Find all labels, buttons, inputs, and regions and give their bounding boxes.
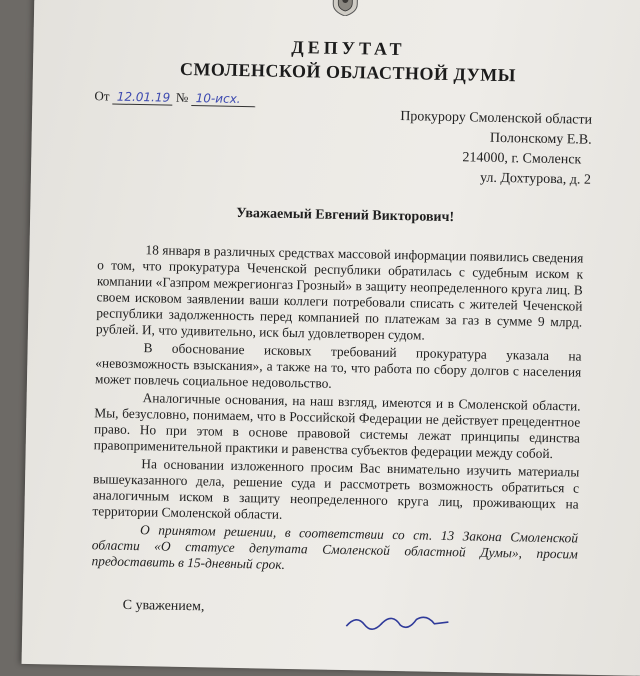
handwritten-date: 12.01.19 — [113, 90, 173, 106]
salutation: Уважаемый Евгений Викторович! — [236, 205, 455, 226]
addressee-line: Полонскому Е.В. — [489, 130, 592, 148]
letter-page — [22, 0, 640, 676]
number-label: № — [175, 89, 189, 105]
handwritten-number: 10-исх. — [192, 91, 256, 107]
closing-phrase: С уважением, — [122, 597, 205, 615]
header-subtitle: СМОЛЕНСКОЙ ОБЛАСТНОЙ ДУМЫ — [179, 58, 517, 86]
paragraph: Аналогичные основания, на наш взгляд, имеются и в Смоленской области. Мы, безусловно, понимаем, что в Российской Федерации не действует прецедентное право. Но при этом в основе правовой системы лежат принципы единства правоприменительной практики и равенства субъектов федерации между собой. — [93, 390, 581, 462]
paragraph: 18 января в различных средствах массовой информации появились сведения о том, что прокуратура Чеченской республики обратилась с судебным иском к компании «Газпром межрегионгаз Грозный» в защиту неопределенного круга лиц. В своем исковом заявлении ваши коллеги потребовали списать с жителей Чеченской республики задолженность перед компанией по платежам за газ в сумме 9 млрд. рублей. И, что удивительно, иск был удовлетворен судом. — [95, 242, 584, 343]
reference-line — [94, 88, 256, 107]
letter-body — [91, 241, 583, 580]
addressee-line: Прокурору Смоленской области — [400, 109, 593, 128]
paragraph-italic: О принятом решении, в соответствии со ст. 13 Закона Смоленской области «О статусе депутата Смоленской областной Думы», просим предоставить в 15-дневный срок. — [91, 522, 579, 572]
paragraph: В обоснование исковых требований прокуратура указала на «невозможность взыскания», а также на то, что работа по сбору долгов с населения может повлечь социальное недовольство. — [94, 340, 582, 391]
header-title: ДЕПУТАТ — [291, 36, 406, 60]
addressee-line: 214000, г. Смоленск — [462, 150, 582, 168]
from-label: От — [94, 88, 110, 104]
coat-of-arms-emblem — [328, 0, 362, 16]
paragraph: На основании изложенного просим Вас внимательно изучить материалы вышеуказанного дела, решение суда и рассмотреть возможность обратиться с аналогичным иском в защиту неопределенного круга лиц, проживающих на территории Смоленской области. — [92, 456, 580, 522]
addressee-block — [399, 107, 592, 191]
signature — [342, 610, 452, 632]
addressee-line: ул. Дохтурова, д. 2 — [479, 170, 592, 188]
